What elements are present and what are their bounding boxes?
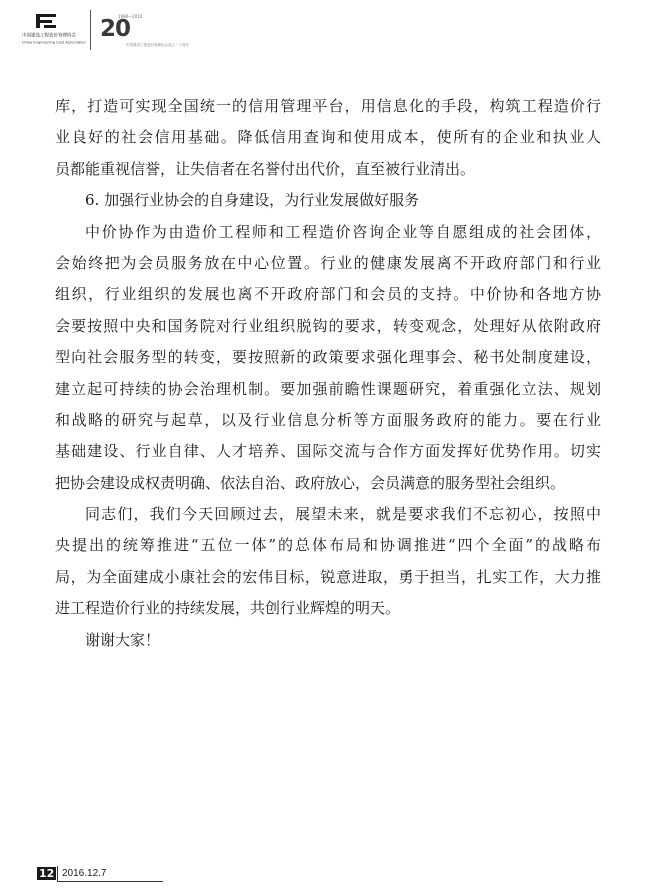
- text-line: 进工程造价行业的持续发展，共创行业辉煌的明天。: [55, 599, 401, 618]
- text-line: 中价协作为由造价工程师和工程造价咨询企业等自愿组成的社会团体，: [85, 222, 601, 241]
- association-logo-icon: [34, 12, 58, 30]
- text-line: 建立起可持续的协会治理机制。要加强前瞻性课题研究，着重强化立法、规划: [55, 379, 601, 398]
- text-line: 员都能重视信誉，让失信者在名誉付出代价，直至被行业清出。: [55, 159, 476, 178]
- footer-separator: [57, 866, 58, 881]
- text-line: 会要按照中央和国务院对行业组织脱钩的要求，转变观念，处理好从依附政府: [55, 316, 601, 335]
- text-line: 谢谢大家！: [85, 630, 161, 649]
- association-name-cn: 中国建设工程造价管理协会: [22, 33, 77, 39]
- footer-rule: [57, 881, 163, 882]
- header-divider: [90, 10, 91, 50]
- issue-date: 2016.12.7: [62, 868, 107, 879]
- page-number: 12: [39, 867, 55, 880]
- association-name-en: China Engineering Cost Association: [22, 40, 86, 45]
- text-line: 局，为全面建成小康社会的宏伟目标，锐意进取，勇于担当，扎实工作，大力推: [55, 567, 601, 586]
- text-line: 和战略的研究与起草，以及行业信息分析等方面服务政府的能力。要在行业: [55, 410, 601, 429]
- text-line: 组织，行业组织的发展也离不开政府部门和会员的支持。中价协和各地方协: [55, 285, 601, 304]
- text-line: 同志们，我们今天回顾过去，展望未来，就是要求我们不忘初心，按照中: [85, 505, 601, 524]
- text-line: 央提出的统筹推进“五位一体”的总体布局和协调推进“四个全面”的战略布: [55, 536, 601, 555]
- anniversary-years: 1990—2010: [118, 14, 143, 19]
- text-line: 业良好的社会信用基础。降低信用查询和使用成本，使所有的企业和执业人: [55, 128, 601, 147]
- text-line: 把协会建设成权责明确、依法自治、政府放心，会员满意的服务型社会组织。: [55, 473, 566, 492]
- page-header: [22, 8, 222, 54]
- text-line: 6. 加强行业协会的自身建设，为行业发展做好服务: [85, 191, 420, 210]
- text-line: 型向社会服务型的转变，要按照新的政策要求强化理事会、秘书处制度建设，: [55, 348, 601, 367]
- page-footer: [37, 866, 177, 884]
- text-line: 会始终把为会员服务放在中心位置。行业的健康发展离不开政府部门和行业: [55, 253, 601, 272]
- anniversary-number: 20: [100, 16, 131, 42]
- text-line: 基础建设、行业自律、人才培养、国际交流与合作方面发挥好优势作用。切实: [55, 442, 601, 461]
- text-line: 库，打造可实现全国统一的信用管理平台，用信息化的手段，构筑工程造价行: [55, 97, 601, 115]
- anniversary-logo: [100, 14, 189, 50]
- article-body: [55, 91, 601, 656]
- anniversary-caption: 中国建设工程造价管理协会成立二十周年: [126, 43, 189, 47]
